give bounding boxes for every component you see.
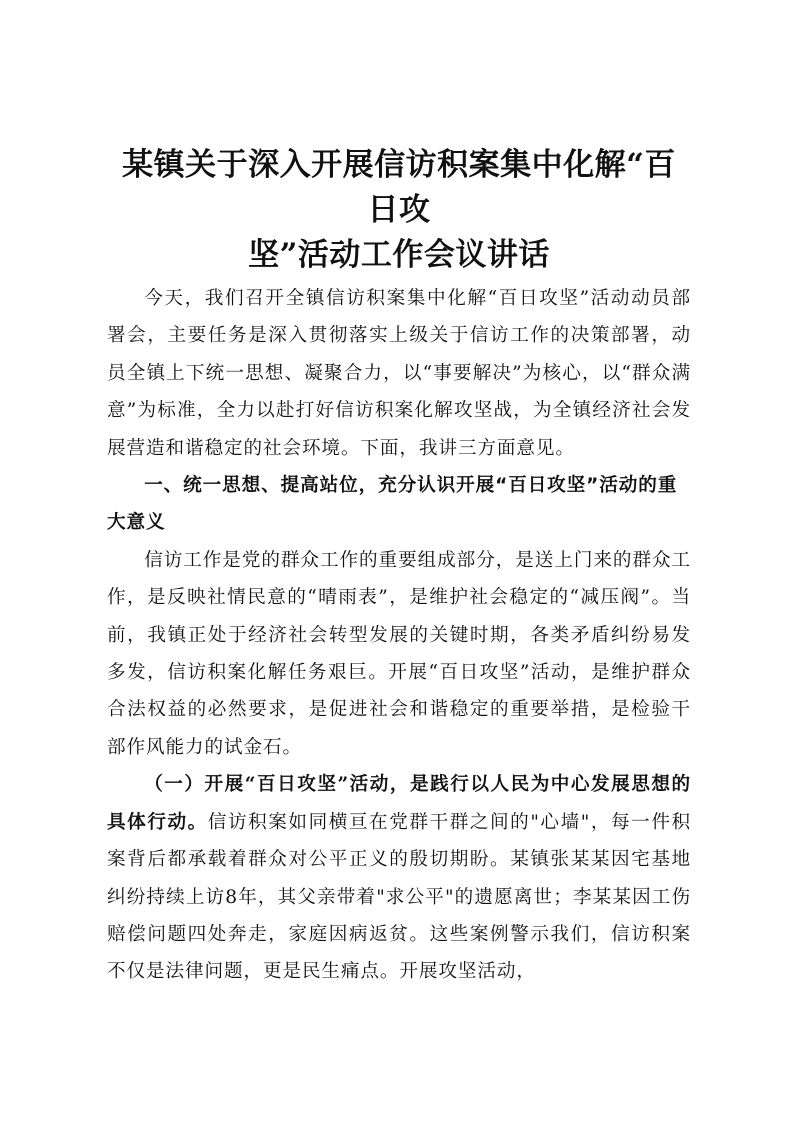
- section-1-paragraph: 信访工作是党的群众工作的重要组成部分，是送上门来的群众工作，是反映社情民意的“晴雨表”，是维护社会稳定的“减压阀”。当前，我镇正处于经济社会转型发展的关键时期，各类矛盾纠纷易发多发，信访积案化解任务艰巨。开展“百日攻坚”活动，是维护群众合法权益的必然要求，是促进社会和谐稳定的重要举措，是检验干部作风能力的试金石。: [107, 549, 691, 758]
- title-line-1: 某镇关于深入开展信访积案集中化解“百日攻: [122, 147, 676, 228]
- intro-paragraph: 今天，我们召开全镇信访积案集中化解“百日攻坚”活动动员部署会，主要任务是深入贯彻落实上级关于信访工作的决策部署，动员全镇上下统一思想、凝聚合力，以“事要解决”为核心，以“群众满意”为标准，全力以赴打好信访积案化解攻坚战，为全镇经济社会发展营造和谐稳定的社会环境。下面，我讲三方面意见。: [107, 288, 691, 459]
- section-1-heading: 一、统一思想、提高站位，充分认识开展“百日攻坚”活动的重大意义: [107, 475, 678, 534]
- subsection-1-body: 信访积案如同横亘在党群干群之间的"心墙"，每一件积案背后都承载着群众对公平正义的殷切期盼。某镇张某某因宅基地纠纷持续上访8年，其父亲带着"求公平"的遗愿离世；李某某因工伤赔偿问题四处奔走，家庭因病返贫。这些案例警示我们，信访积案不仅是法律问题，更是民生痛点。开展攻坚活动，: [107, 811, 691, 983]
- title-line-2: 坚”活动工作会议讲话: [248, 237, 550, 273]
- subsection-1-lead: （一）开展“百日攻坚”活动，是践行以人民为中心发展思想的具体行动。: [107, 774, 691, 833]
- subsection-1-paragraph: [107, 766, 691, 990]
- document-page: [107, 143, 691, 991]
- document-title: [107, 143, 691, 278]
